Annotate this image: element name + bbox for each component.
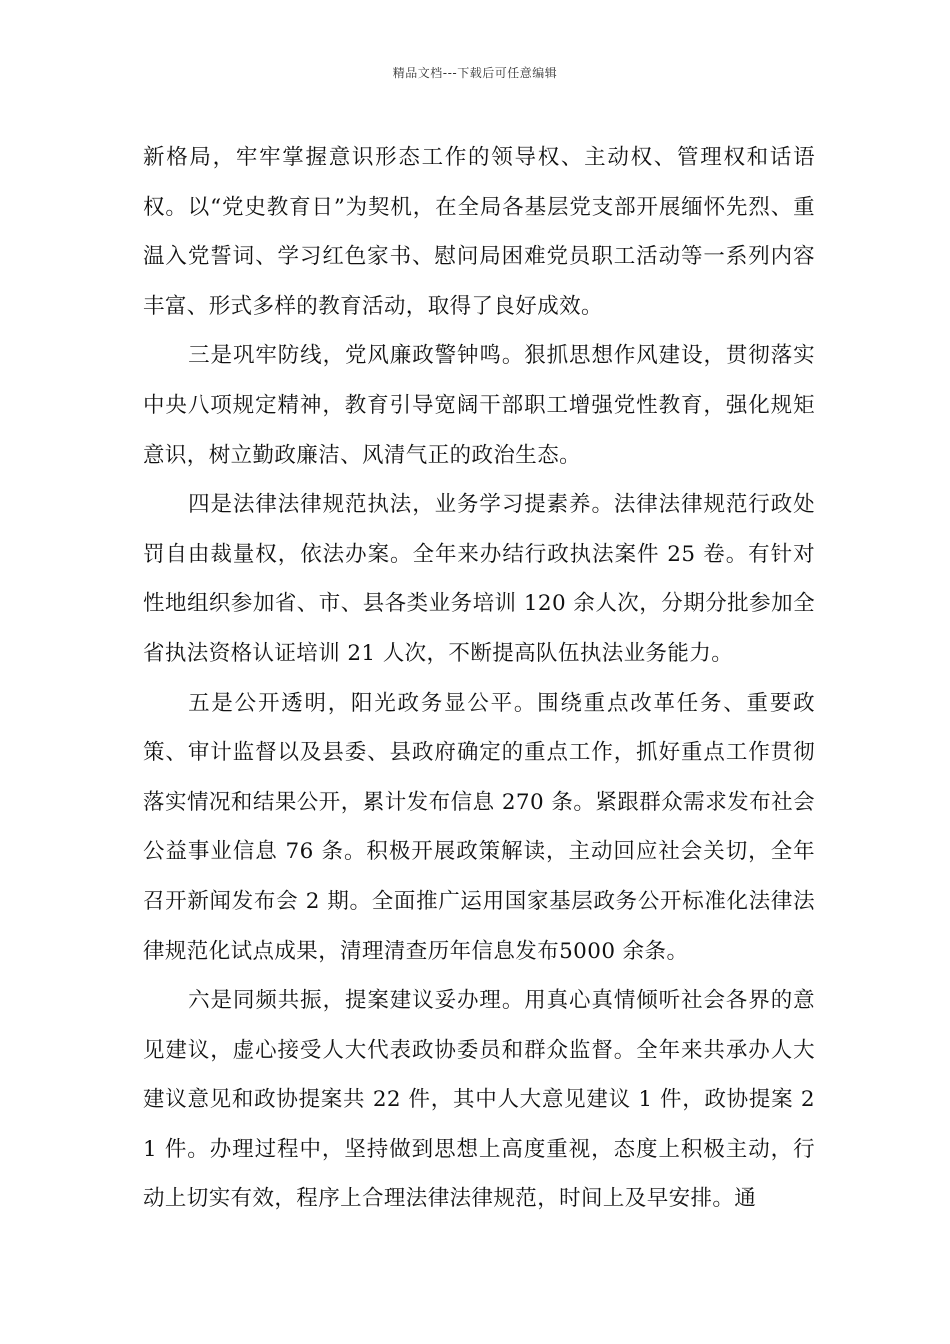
paragraph-proposals: 六是同频共振，提案建议妥办理。用真心真情倾听社会各界的意见建议，虚心接受人大代表政协委员和群众监督。全年来共承办人大建议意见和政协提案共 22 件，其中人大意见建议 1 件，政协提案 21 件。办理过程中，坚持做到思想上高度重视，态度上积极主动，行动上切实有效，程序上合理法律法律规范，时间上及早安排。通 xyxy=(143,988,815,1212)
paragraph-law-enforcement: 四是法律法律规范执法，业务学习提素养。法律法律规范行政处罚自由裁量权，依法办案。全年来办结行政执法案件 25 卷。有针对性地组织参加省、市、县各类业务培训 120 余人次，分期分批参加全省执法资格认证培训 21 人次，不断提高队伍执法业务能力。 xyxy=(143,492,815,666)
paragraph-transparency: 五是公开透明，阳光政务显公平。围绕重点改革任务、重要政策、审计监督以及县委、县政府确定的重点工作，抓好重点工作贯彻落实情况和结果公开，累计发布信息 270 条。紧跟群众需求发布社会公益事业信息 76 条。积极开展政策解读，主动回应社会关切，全年召开新闻发布会 2 期。全面推广运用国家基层政务公开标准化法律法律规范化试点成果，清理清查历年信息发布5000 余条。 xyxy=(143,690,815,964)
page-header: 精品文档---下载后可任意编辑 xyxy=(392,66,558,80)
paragraph-continuation: 新格局，牢牢掌握意识形态工作的领导权、主动权、管理权和话语权。以“党史教育日”为契机，在全局各基层党支部开展缅怀先烈、重温入党誓词、学习红色家书、慰问局困难党员职工活动等一系列内容丰富、形式多样的教育活动，取得了良好成效。 xyxy=(143,145,815,319)
paragraph-integrity: 三是巩牢防线，党风廉政警钟鸣。狠抓思想作风建设，贯彻落实中央八项规定精神，教育引导宽阔干部职工增强党性教育，强化规矩意识，树立勤政廉洁、风清气正的政治生态。 xyxy=(143,343,815,468)
document-body xyxy=(143,133,815,1224)
